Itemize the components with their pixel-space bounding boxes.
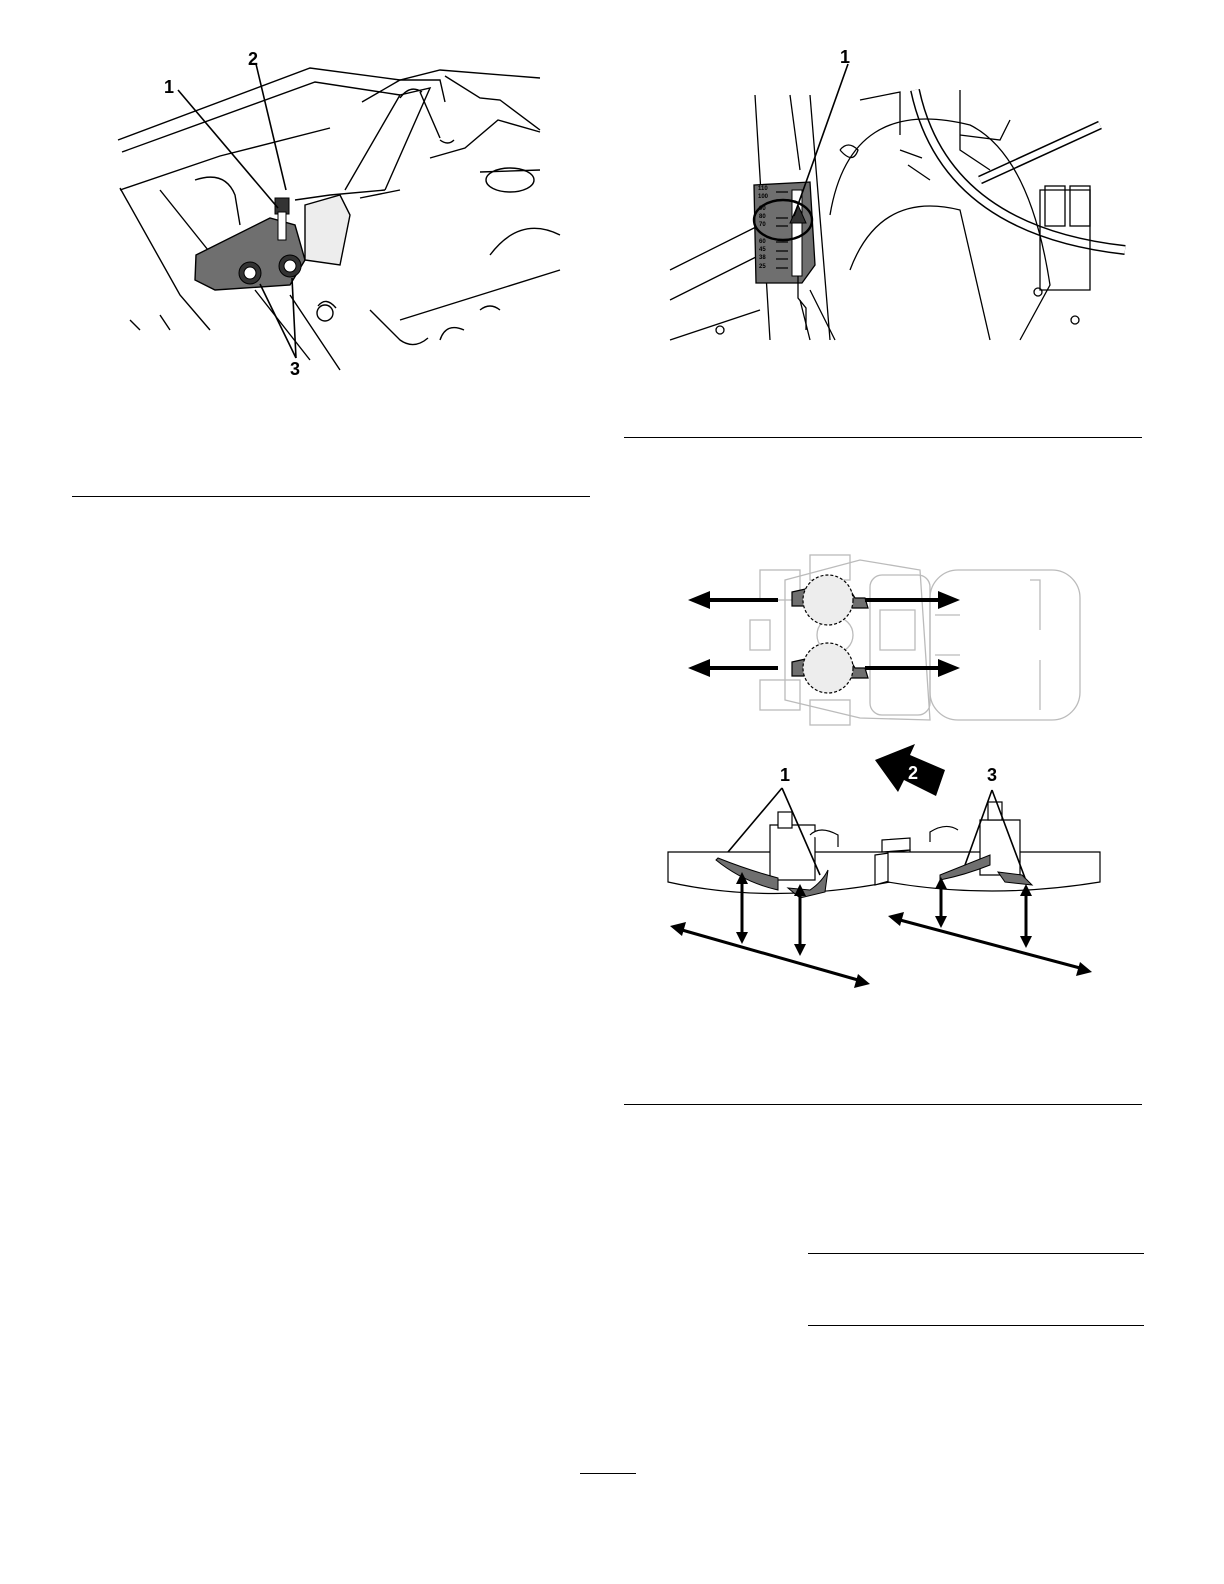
divider-right-2 [624, 1104, 1142, 1105]
callout-3: 3 [290, 359, 301, 379]
gauge-illustration [660, 40, 1100, 350]
figure-height-gauge [660, 40, 1100, 350]
figure-blade-leveling [660, 540, 1110, 1000]
scale-label: 110 [758, 186, 768, 192]
divider-right-1 [624, 437, 1142, 438]
callout-2: 2 [248, 49, 259, 69]
scale-label: 80 [759, 214, 766, 220]
divider-left [72, 496, 590, 497]
scale-label: 45 [759, 247, 766, 253]
callout-1: 1 [164, 77, 175, 97]
scale-label: 100 [758, 194, 769, 200]
scale-label: 38 [759, 255, 766, 261]
divider-right-3 [808, 1253, 1144, 1254]
deck-side-view [660, 740, 1110, 1000]
figure-linkage-adjustment [100, 40, 570, 390]
callout-2: 2 [908, 763, 919, 783]
scale-label: 70 [759, 222, 766, 228]
callout-1: 1 [840, 47, 851, 67]
scale-label: 60 [759, 239, 766, 245]
scale-label: 25 [759, 264, 766, 270]
page-footer-rule [580, 1473, 636, 1474]
divider-right-4 [808, 1325, 1144, 1326]
callout-1: 1 [780, 765, 791, 785]
scale-label: 90 [759, 206, 766, 212]
callout-3: 3 [987, 765, 998, 785]
